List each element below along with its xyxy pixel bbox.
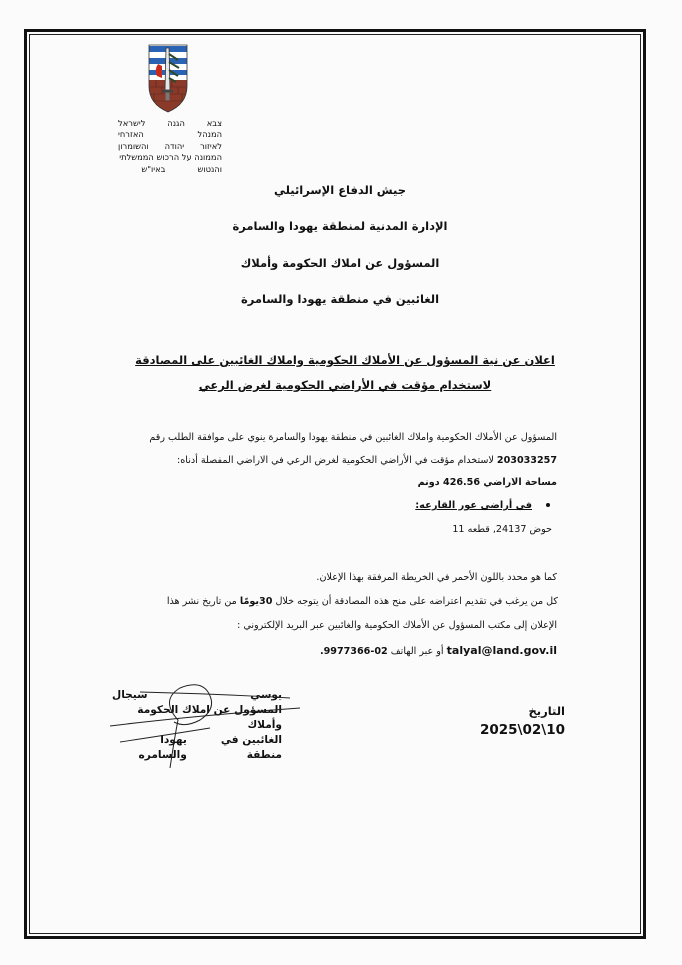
area-label: مساحة الاراضي (483, 477, 557, 488)
header-line-absentees: الغائبين في منطقة يهودا والسامرة (240, 292, 440, 306)
date-label: التاريخ (528, 704, 565, 718)
signatory-role-line2b: يهودا والسامره (138, 734, 187, 761)
objection-text-b: من تاريخ نشر هذا (166, 596, 237, 607)
handwritten-signature-icon (100, 680, 300, 770)
area-unit: دونم (417, 477, 440, 488)
map-note: كما هو محدد باللون الأحمر في الخريطة المرفقة بهذا الإعلان. (316, 572, 557, 583)
signatory-role-line1: المسؤول عن املاك الحكومة وأملاك (137, 704, 282, 731)
hebrew-line (118, 164, 222, 175)
notice-title-line1: اعلان عن نية المسؤول عن الأملاك الحكومية واملاك الغائبين على المصادقة (135, 353, 555, 367)
phone-number: 02-9977366. (319, 646, 388, 657)
signatory-surname: سيجال (112, 689, 148, 701)
hebrew-line (118, 129, 222, 140)
date-block (480, 704, 565, 738)
bullet-icon (546, 503, 550, 507)
notice-title-line2: لاستخدام مؤقت في الأراضي الحكومية لغرض الرعي (198, 378, 492, 392)
hebrew-line (118, 141, 222, 152)
idf-civil-administration-emblem-icon (148, 44, 188, 113)
body-paragraph-line2-text: لاستخدام مؤقت في الأراضي الحكومية لغرض الرعي في الاراضي المفصلة أدناه: (177, 455, 494, 466)
hebrew-word: יהודה (164, 140, 185, 151)
hebrew-word: לישראל (118, 118, 146, 128)
header-line-civil-admin: الإدارة المدنية لمنطقة يهودا والسامرة (232, 219, 448, 233)
land-bullet (415, 500, 550, 511)
area-value: 426.56 (443, 477, 481, 488)
objection-days: 30يومًا (239, 596, 273, 607)
contact-line (320, 644, 557, 657)
hebrew-word: באיו"ש (141, 163, 166, 174)
land-location-label: في أراضي عور القارعه: (415, 500, 532, 511)
parcel-info: حوض 24137, قطعه 11 (452, 524, 552, 535)
email-link[interactable]: talyal@land.gov.il (446, 644, 557, 657)
header-line-custodian: المسؤول عن املاك الحكومة وأملاك (240, 256, 440, 270)
objection-line2: الإعلان إلى مكتب المسؤول عن الأملاك الحكومية والغائبين عبر البريد الإلكتروني : (237, 620, 557, 631)
hebrew-word: לאיזור (200, 140, 222, 151)
hebrew-word: הגנה (167, 118, 185, 128)
hebrew-word: והשומרון (118, 140, 149, 151)
hebrew-word: והנטוש (197, 163, 222, 174)
header-line-army: جيش الدفاع الإسرائيلي (273, 183, 407, 197)
objection-text-a: كل من يرغب في تقديم اعتراضه على منح هذه المصادقة أن يتوجه خلال (275, 596, 558, 607)
objection-line1 (125, 596, 558, 607)
request-number: 203033257 (496, 455, 557, 466)
hebrew-word: צבא (206, 118, 222, 128)
hebrew-line (118, 118, 222, 129)
phone-prefix: أو عبر الهاتف (390, 646, 444, 657)
hebrew-line (118, 152, 222, 163)
hebrew-authority-block (118, 118, 222, 175)
body-paragraph-line1: المسؤول عن الأملاك الحكومية واملاك الغائبين في منطقة يهودا والسامرة ينوي على موافقة الطلب رقم (149, 432, 557, 443)
signatory-first-name: يوسي (250, 689, 282, 701)
hebrew-word: הממונה על הרכוש הממשלתי (119, 152, 222, 163)
date-value: 2025\02\10 (479, 722, 565, 738)
hebrew-word: המנהל (197, 129, 222, 140)
body-paragraph-line2 (177, 455, 557, 466)
signatory-role-line2a: الغائبين في منطقة (220, 734, 282, 761)
area-line (418, 477, 557, 488)
hebrew-word: האזרחי (118, 129, 144, 140)
